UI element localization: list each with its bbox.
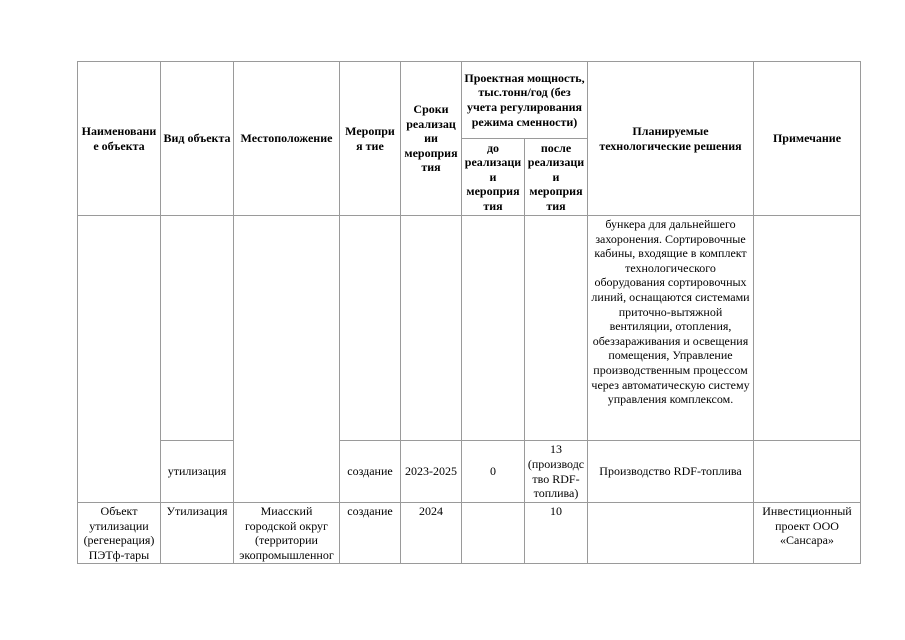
header-capacity-before: до реализаци и мероприя тия <box>462 139 525 216</box>
cell-capacity-before <box>462 216 525 441</box>
header-capacity: Проектная мощность, тыс.тонн/год (без учета регулирования режима сменности) <box>462 62 588 139</box>
document-table <box>77 61 861 564</box>
cell-location <box>234 216 340 503</box>
cell-name <box>78 216 161 503</box>
header-measure: Мероприя тие <box>340 62 401 216</box>
cell-solutions: Производство RDF-топлива <box>588 441 754 503</box>
header-terms: Сроки реализац ии мероприя тия <box>401 62 462 216</box>
cell-capacity-before: 0 <box>462 441 525 503</box>
header-solutions: Планируемые технологические решения <box>588 62 754 216</box>
cell-type <box>161 216 234 441</box>
cell-terms: 2023-2025 <box>401 441 462 503</box>
cell-location: Миасский городской округ (территории экопромышленног <box>234 503 340 564</box>
header-object-name: Наименовани е объекта <box>78 62 161 216</box>
table-row <box>78 503 861 564</box>
cell-solutions <box>588 503 754 564</box>
cell-measure: создание <box>340 441 401 503</box>
header-note: Примечание <box>754 62 861 216</box>
cell-note: Инвестиционный проект ООО «Сансара» <box>754 503 861 564</box>
cell-measure <box>340 216 401 441</box>
header-capacity-after: после реализаци и мероприя тия <box>525 139 588 216</box>
cell-capacity-after: 13 (производс тво RDF-топлива) <box>525 441 588 503</box>
cell-solutions: бункера для дальнейшего захоронения. Сортировочные кабины, входящие в комплект технологического оборудования сортировочных линий, оснащаются системами приточно-вытяжной вентиляции, отопления, обеззараживания и освещения помещения, Управление производственным процессом через автоматическую систему управления комплексом. <box>588 216 754 441</box>
cell-type: утилизация <box>161 441 234 503</box>
header-object-type: Вид объекта <box>161 62 234 216</box>
cell-note <box>754 216 861 441</box>
cell-capacity-after: 10 <box>525 503 588 564</box>
header-location: Местоположение <box>234 62 340 216</box>
cell-terms: 2024 <box>401 503 462 564</box>
cell-capacity-before <box>462 503 525 564</box>
cell-capacity-after <box>525 216 588 441</box>
table-row <box>78 441 861 503</box>
cell-type: Утилизация <box>161 503 234 564</box>
cell-measure: создание <box>340 503 401 564</box>
cell-name: Объект утилизации (регенерация) ПЭТф-тары <box>78 503 161 564</box>
cell-note <box>754 441 861 503</box>
table-row <box>78 216 861 441</box>
cell-terms <box>401 216 462 441</box>
